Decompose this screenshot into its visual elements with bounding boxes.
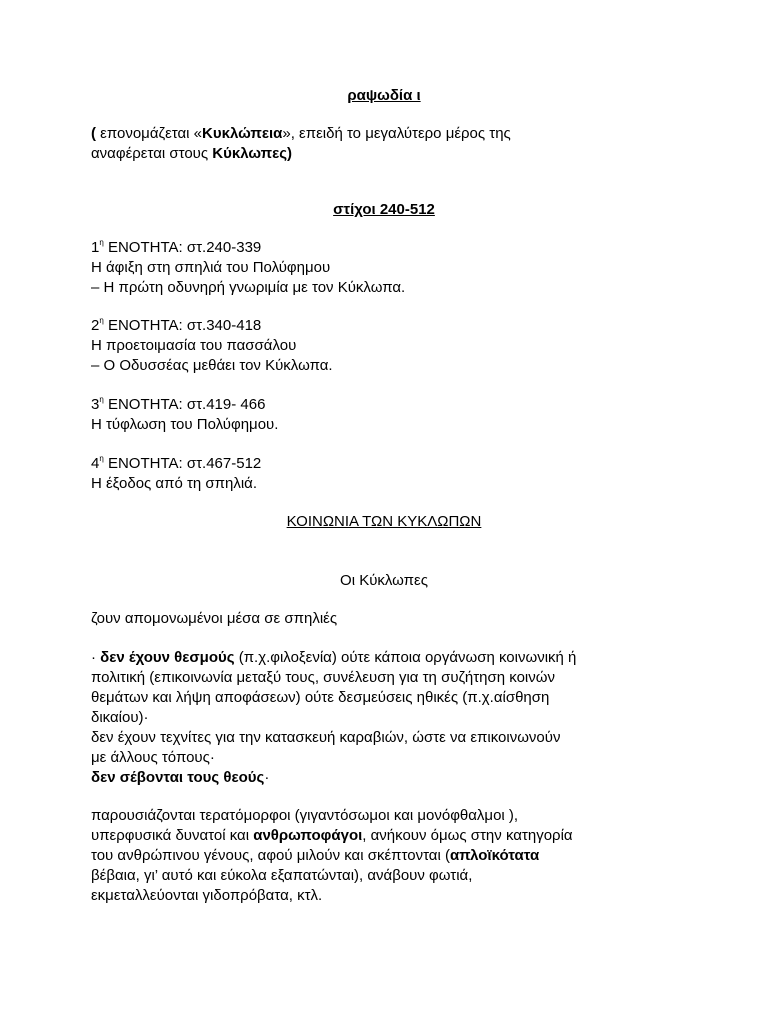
intro-line-1: ( επονομάζεται «Κυκλώπεια», επειδή το μεγαλύτερο μέρος της (91, 125, 511, 142)
section-3-title: $3^\eta$ ΕΝΟΤΗΤΑ: στ.419- 466 (91, 395, 266, 413)
paragraph-2-line-6: με άλλους τόπους· (91, 749, 215, 766)
paragraph-2-line-5: δεν έχουν τεχνίτες για την κατασκευή καραβιών, ώστε να επικοινωνούν (91, 729, 561, 746)
paragraph-2-line-4: δικαίου)· (91, 709, 149, 726)
section-2-line-1: Η προετοιμασία του πασσάλου (91, 337, 297, 354)
section-3-line-1: Η τύφλωση του Πολύφημου. (91, 416, 279, 433)
paragraph-2-line-7: δεν σέβονται τους θεούς· (91, 769, 270, 786)
section-1-title: $1^\eta$ ΕΝΟΤΗΤΑ: στ.240-339 (91, 238, 262, 256)
intro-line-2: αναφέρεται στους Κύκλωπες) (91, 145, 293, 162)
section-1-line-2: – Η πρώτη οδυνηρή γνωριμία με τον Κύκλωπα. (91, 279, 406, 296)
paragraph-2-line-2: πολιτική (επικοινωνία μεταξύ τους, συνέλευση για τη συζήτηση κοινών (91, 669, 555, 686)
paragraph-1: ζουν απομονωμένοι μέσα σε σπηλιές (91, 610, 338, 627)
section-4-line-1: Η έξοδος από τη σπηλιά. (91, 475, 258, 492)
paragraph-2-line-1: · δεν έχουν θεσμούς (π.χ.φιλοξενία) ούτε κάποια οργάνωση κοινωνική ή (91, 649, 577, 666)
paragraph-2-line-3: θεμάτων και λήψη αποφάσεων) ούτε δεσμεύσεις ηθικές (π.χ.αίσθηση (91, 689, 550, 706)
section-1-line-1: Η άφιξη στη σπηλιά του Πολύφημου (91, 259, 331, 276)
section-2-title: $2^\eta$ ΕΝΟΤΗΤΑ: στ.340-418 (91, 316, 262, 334)
paragraph-3-line-4: βέβαια, γι’ αυτό και εύκολα εξαπατώνται), ανάβουν φωτιά, (91, 867, 473, 884)
section-4-title: $4^\eta$ ΕΝΟΤΗΤΑ: στ.467-512 (91, 454, 262, 472)
paragraph-3-line-1: παρουσιάζονται τερατόμορφοι (γιγαντόσωμοι και μονόφθαλμοι ), (91, 807, 519, 824)
paragraph-3-line-3: του ανθρώπινου γένους, αφού μιλούν και σκέπτονται (απλοϊκότατα (91, 847, 540, 864)
society-heading: ΚΟΙΝΩΝΙΑ ΤΩΝ ΚΥΚΛΩΠΩΝ (286, 513, 482, 530)
paragraph-3-line-5: εκμεταλλεύονται γιδοπρόβατα, κτλ. (91, 887, 323, 904)
rhapsody-heading: ραψωδία ι (347, 87, 421, 104)
verses-heading: στίχοι 240-512 (333, 201, 435, 218)
section-2-line-2: – Ο Οδυσσέας μεθάει τον Κύκλωπα. (91, 357, 333, 374)
cyclopes-heading: Οι Κύκλωπες (340, 572, 428, 589)
paragraph-3-line-2: υπερφυσικά δυνατοί και ανθρωποφάγοι, ανήκουν όμως στην κατηγορία (91, 827, 573, 844)
